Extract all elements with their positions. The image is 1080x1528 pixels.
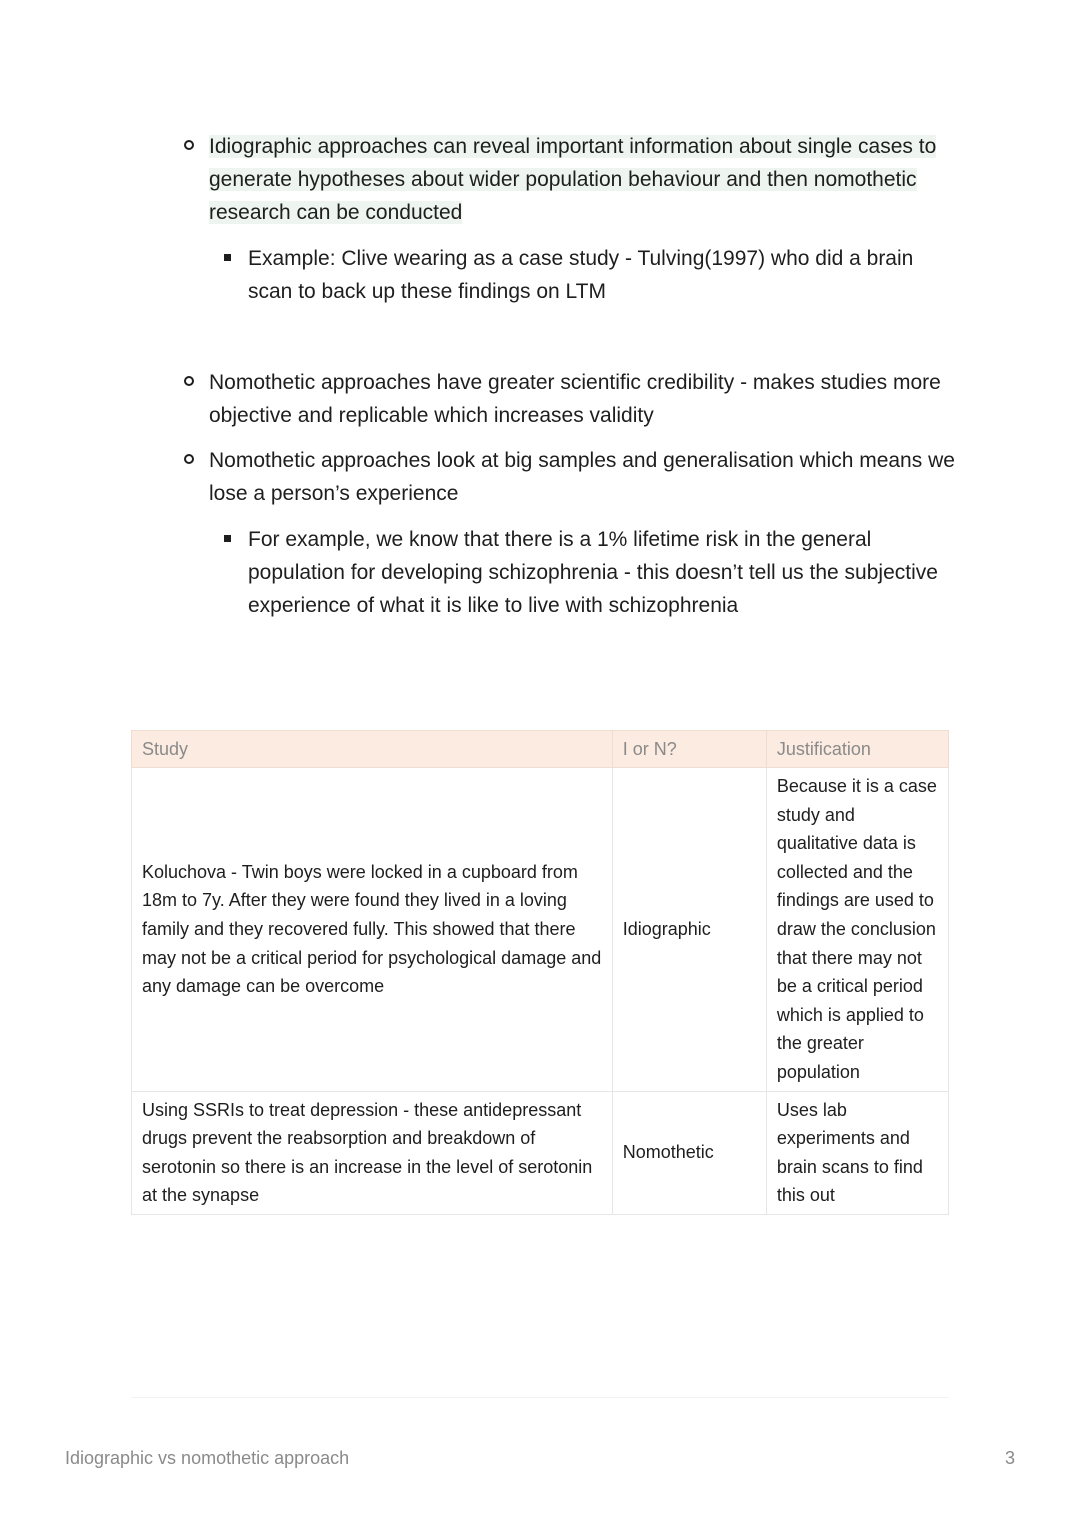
table-row bbox=[132, 1091, 949, 1214]
page-number: 3 bbox=[1004, 1448, 1015, 1468]
bullet-item bbox=[209, 444, 959, 510]
cell-justification: Uses lab experiments and brain scans to find this out bbox=[766, 1091, 948, 1214]
sub-bullet-item bbox=[248, 242, 948, 308]
study-table bbox=[131, 730, 949, 1215]
cell-type: Idiographic bbox=[612, 768, 766, 1092]
header-justification: Justification bbox=[766, 731, 948, 768]
bullet-text: Nomothetic approaches have greater scientific credibility - makes studies more objective and replicable which increases validity bbox=[209, 371, 941, 427]
hollow-bullet-icon bbox=[184, 376, 194, 386]
cell-study: Using SSRIs to treat depression - these antidepressant drugs prevent the reabsorption and breakdown of serotonin so there is an increase in the level of serotonin at the synapse bbox=[132, 1091, 613, 1214]
bullet-text: Nomothetic approaches look at big samples and generalisation which means we lose a person’s experience bbox=[209, 449, 955, 505]
cell-justification: Because it is a case study and qualitative data is collected and the findings are used to draw the conclusion that there may not be a critical period which is applied to the greater population bbox=[766, 768, 948, 1092]
cell-type: Nomothetic bbox=[612, 1091, 766, 1214]
bullet-item bbox=[209, 366, 959, 432]
header-i-or-n: I or N? bbox=[612, 731, 766, 768]
square-bullet-icon bbox=[224, 535, 231, 542]
bullet-text: For example, we know that there is a 1% lifetime risk in the general population for developing schizophrenia - this doesn’t tell us the subjective experience of what it is like to live with schizophrenia bbox=[248, 528, 938, 617]
table-header-row bbox=[132, 731, 949, 768]
sub-bullet-item bbox=[248, 523, 948, 622]
table-row bbox=[132, 768, 949, 1092]
hollow-bullet-icon bbox=[184, 454, 194, 464]
bullet-text: Idiographic approaches can reveal important information about single cases to generate hypotheses about wider population behaviour and then nomothetic research can be conducted bbox=[209, 135, 937, 224]
footer-divider bbox=[131, 1397, 949, 1398]
bullet-item bbox=[209, 130, 959, 229]
cell-study: Koluchova - Twin boys were locked in a cupboard from 18m to 7y. After they were found they lived in a loving family and they recovered fully. This showed that there may not be a critical period for psychological damage and any damage can be overcome bbox=[132, 768, 613, 1092]
header-study: Study bbox=[132, 731, 613, 768]
hollow-bullet-icon bbox=[184, 140, 194, 150]
square-bullet-icon bbox=[224, 254, 231, 261]
bullet-text: Example: Clive wearing as a case study - Tulving(1997) who did a brain scan to back up these findings on LTM bbox=[248, 247, 914, 303]
footer-title: Idiographic vs nomothetic approach bbox=[65, 1448, 350, 1468]
